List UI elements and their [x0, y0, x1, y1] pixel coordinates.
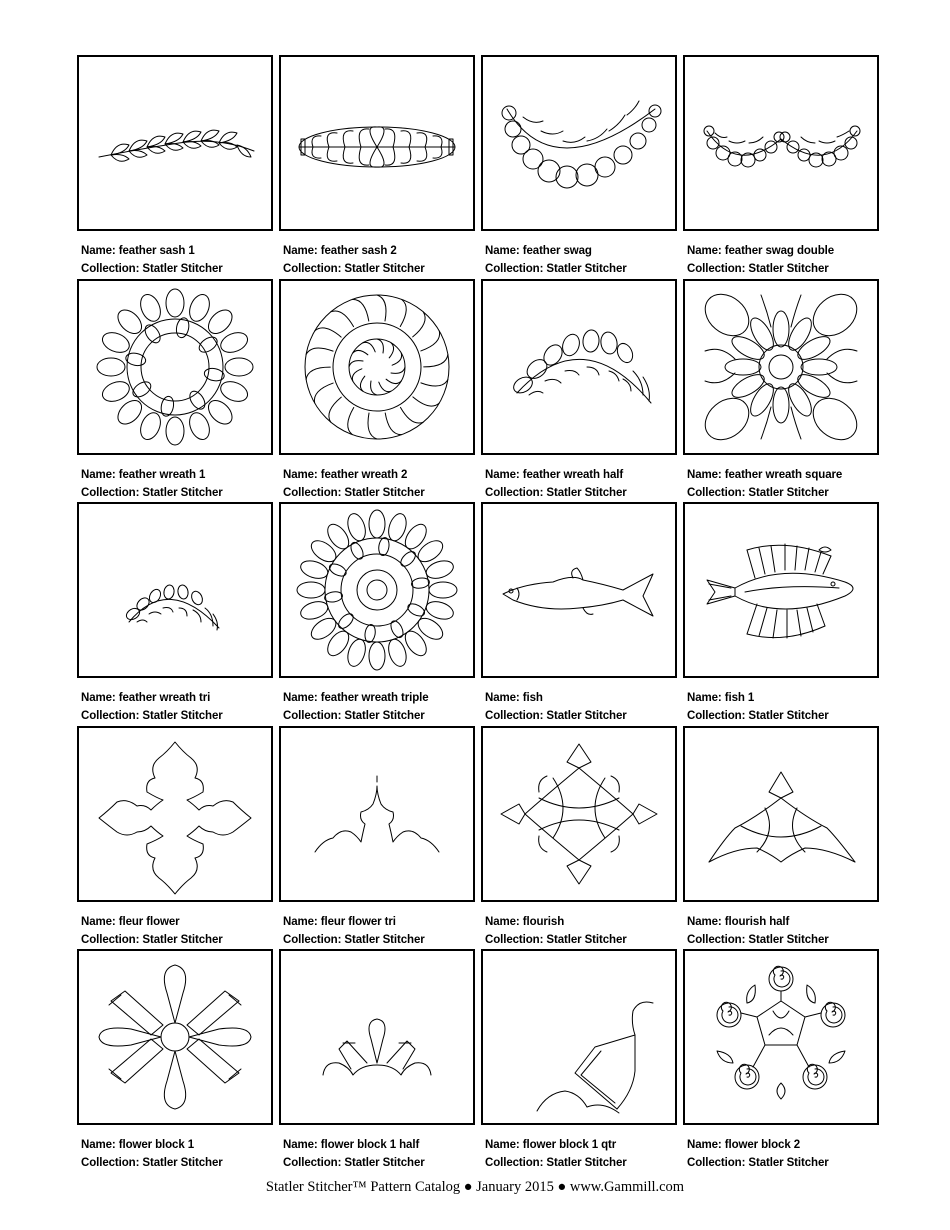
feather-arc-small-icon	[79, 504, 271, 676]
feather-wreath-icon	[281, 281, 473, 453]
flower-block-icon	[79, 951, 271, 1123]
pattern-name: Name: feather wreath triple	[283, 692, 429, 704]
pattern-card[interactable]	[279, 949, 475, 1173]
pattern-collection: Collection: Statler Stitcher	[283, 1157, 425, 1169]
pattern-card[interactable]	[481, 279, 677, 503]
feather-arc-icon	[483, 281, 675, 453]
pattern-thumbnail[interactable]	[77, 502, 273, 678]
pattern-name: Name: feather wreath tri	[81, 692, 211, 704]
pattern-thumbnail[interactable]	[279, 279, 475, 455]
pattern-card[interactable]	[481, 726, 677, 950]
pattern-card[interactable]	[77, 949, 273, 1173]
pattern-thumbnail[interactable]	[77, 949, 273, 1125]
pattern-thumbnail[interactable]	[77, 726, 273, 902]
pattern-collection: Collection: Statler Stitcher	[81, 933, 223, 946]
flower-block-half-icon	[281, 951, 473, 1123]
pattern-card[interactable]	[77, 726, 273, 950]
pattern-card[interactable]	[77, 502, 273, 726]
pattern-thumbnail[interactable]	[683, 949, 879, 1125]
pattern-collection: Collection: Statler Stitcher	[687, 933, 829, 946]
pattern-card[interactable]	[279, 55, 475, 279]
pattern-name: Name: fleur flower tri	[283, 915, 396, 928]
pattern-thumbnail[interactable]	[279, 502, 475, 678]
pattern-card[interactable]	[683, 949, 879, 1173]
pattern-name: Name: flower block 1 half	[283, 1139, 420, 1151]
pattern-name: Name: feather sash 1	[81, 245, 195, 257]
pattern-collection: Collection: Statler Stitcher	[81, 486, 223, 499]
pattern-name: Name: feather wreath 2	[283, 468, 408, 481]
pattern-collection: Collection: Statler Stitcher	[283, 710, 425, 722]
pattern-collection: Collection: Statler Stitcher	[687, 486, 829, 499]
pattern-thumbnail[interactable]	[481, 502, 677, 678]
pattern-thumbnail[interactable]	[279, 55, 475, 231]
pattern-name: Name: fleur flower	[81, 915, 180, 928]
flourish-half-icon	[685, 728, 877, 900]
feather-wreath-icon	[79, 281, 271, 453]
pattern-collection: Collection: Statler Stitcher	[485, 933, 627, 946]
pattern-name: Name: fish 1	[687, 692, 755, 704]
pattern-thumbnail[interactable]	[683, 502, 879, 678]
pattern-collection: Collection: Statler Stitcher	[283, 933, 425, 946]
pattern-card[interactable]	[279, 726, 475, 950]
pattern-thumbnail[interactable]	[481, 726, 677, 902]
pattern-card[interactable]	[77, 55, 273, 279]
pattern-name: Name: feather wreath 1	[81, 468, 206, 481]
pattern-thumbnail[interactable]	[683, 726, 879, 902]
fish-icon	[483, 504, 675, 676]
catalog-footer: Statler Stitcher™ Pattern Catalog ● January 2015 ● www.Gammill.com	[265, 1179, 685, 1195]
fleur-tri-icon	[281, 728, 473, 900]
pattern-thumbnail[interactable]	[481, 55, 677, 231]
pattern-collection: Collection: Statler Stitcher	[485, 263, 627, 275]
pattern-card[interactable]	[683, 502, 879, 726]
feather-wreath-triple-icon	[281, 504, 473, 676]
pattern-name: Name: feather sash 2	[283, 245, 397, 257]
pattern-collection: Collection: Statler Stitcher	[485, 710, 627, 722]
pattern-collection: Collection: Statler Stitcher	[283, 263, 425, 275]
pattern-name: Name: flourish	[485, 915, 565, 928]
pattern-thumbnail[interactable]	[683, 279, 879, 455]
pattern-collection: Collection: Statler Stitcher	[81, 1157, 223, 1169]
pattern-card[interactable]	[683, 55, 879, 279]
pattern-name: Name: feather swag double	[687, 245, 835, 257]
pattern-thumbnail[interactable]	[481, 279, 677, 455]
spiral-flower-icon	[685, 951, 877, 1123]
feather-swag-double-icon	[685, 57, 877, 229]
pattern-collection: Collection: Statler Stitcher	[485, 1157, 627, 1169]
flourish-icon	[483, 728, 675, 900]
pattern-name: Name: feather wreath square	[687, 468, 843, 481]
pattern-name: Name: flower block 2	[687, 1139, 801, 1151]
feather-wreath-square-icon	[685, 281, 877, 453]
pattern-thumbnail[interactable]	[683, 55, 879, 231]
pattern-name: Name: flower block 1 qtr	[485, 1139, 617, 1151]
pattern-collection: Collection: Statler Stitcher	[687, 1157, 829, 1169]
flat-fish-icon	[685, 504, 877, 676]
pattern-thumbnail[interactable]	[279, 949, 475, 1125]
pattern-card[interactable]	[77, 279, 273, 503]
feather-swag-icon	[483, 57, 675, 229]
feather-sash-icon	[79, 57, 271, 229]
pattern-name: Name: feather wreath half	[485, 468, 624, 481]
pattern-card[interactable]	[279, 502, 475, 726]
feather-sash-double-icon	[281, 57, 473, 229]
pattern-collection: Collection: Statler Stitcher	[81, 263, 223, 275]
pattern-thumbnail[interactable]	[279, 726, 475, 902]
pattern-thumbnail[interactable]	[481, 949, 677, 1125]
pattern-card[interactable]	[481, 502, 677, 726]
pattern-thumbnail[interactable]	[77, 279, 273, 455]
flower-block-quarter-icon	[483, 951, 675, 1123]
pattern-name: Name: fish	[485, 692, 543, 704]
pattern-card[interactable]	[481, 55, 677, 279]
pattern-name: Name: flower block 1	[81, 1139, 195, 1151]
pattern-thumbnail[interactable]	[77, 55, 273, 231]
pattern-collection: Collection: Statler Stitcher	[283, 486, 425, 499]
pattern-grid	[77, 55, 881, 1173]
pattern-collection: Collection: Statler Stitcher	[687, 710, 829, 722]
pattern-card[interactable]	[683, 279, 879, 503]
pattern-card[interactable]	[683, 726, 879, 950]
pattern-name: Name: feather swag	[485, 245, 592, 257]
pattern-card[interactable]	[481, 949, 677, 1173]
pattern-collection: Collection: Statler Stitcher	[687, 263, 829, 275]
fleur-cross-icon	[79, 728, 271, 900]
pattern-collection: Collection: Statler Stitcher	[485, 486, 627, 499]
pattern-collection: Collection: Statler Stitcher	[81, 710, 223, 722]
pattern-card[interactable]	[279, 279, 475, 503]
pattern-name: Name: flourish half	[687, 915, 790, 928]
